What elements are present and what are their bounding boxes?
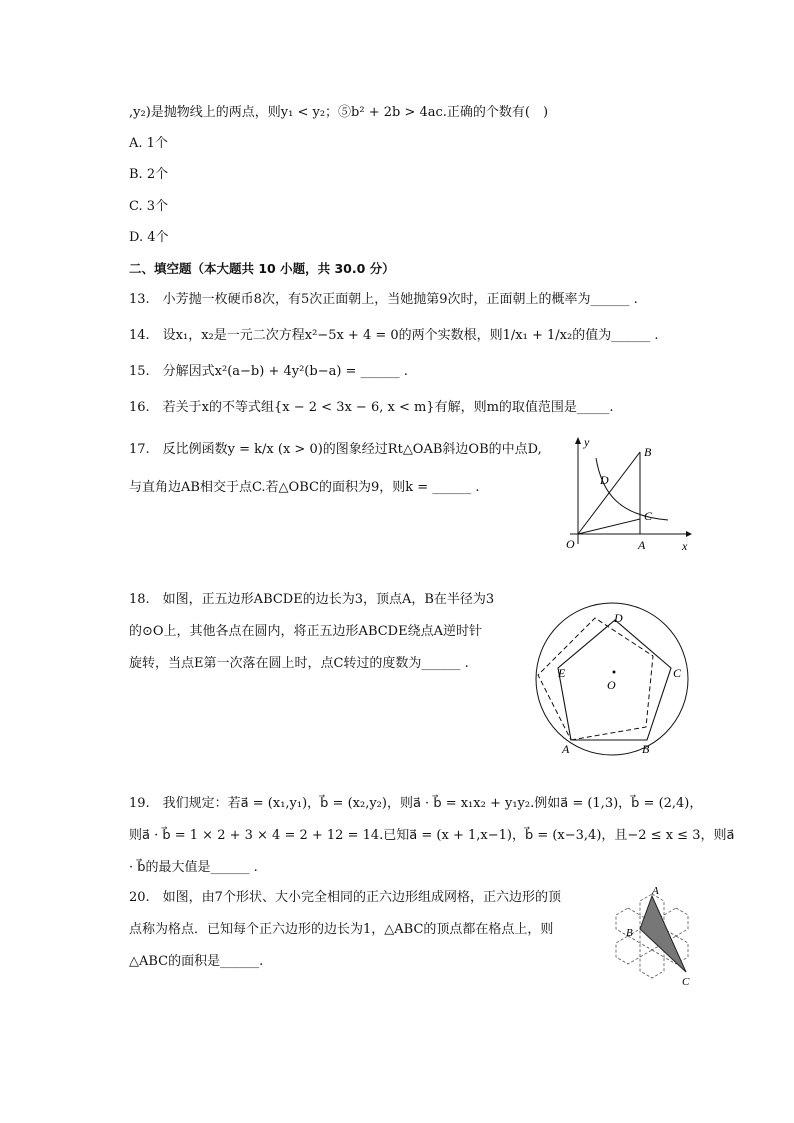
question-20-line2: 点称为格点．已知每个正六边形的边长为1，△ABC的顶点都在格点上，则 xyxy=(129,922,554,937)
option-a: A. 1个 xyxy=(129,136,168,151)
question-19-line2: 则a⃗ · b⃗ = 1 × 2 + 3 × 4 = 2 + 12 = 14.已知a⃗ = (x + 1,x−1)，b⃗ = (x−3,4)，且−2 ≤ x ≤ 3，则a⃗ xyxy=(129,828,735,843)
label-b: B xyxy=(642,742,650,756)
option-d: D. 4个 xyxy=(129,230,169,245)
hexagon xyxy=(616,936,640,964)
question-19-line1: 19. 我们规定：若a⃗ = (x₁,y₁)，b⃗ = (x₂,y₂)，则a⃗ · b⃗ = x₁x₂ + y₁y₂.例如a⃗ = (1,3)，b⃗ = (2,4)， xyxy=(129,796,703,811)
label-o: O xyxy=(566,537,575,551)
center-dot xyxy=(613,671,616,674)
label-y: y xyxy=(584,435,590,449)
question-14: 14. 设x₁，x₂是一元二次方程x²−5x + 4 = 0的两个实数根，则1/x₁ + 1/x₂的值为______ . xyxy=(129,328,659,343)
question-18-line1: 18. 如图，正五边形ABCDE的边长为3，顶点A，B在半径为3 xyxy=(129,592,495,607)
label-d: D xyxy=(600,473,609,487)
label-c: C xyxy=(644,509,653,523)
label-e: E xyxy=(558,666,566,680)
question-13: 13. 小芳抛一枚硬币8次，有5次正面朝上，当她抛第9次时，正面朝上的概率为______ . xyxy=(129,292,638,307)
figure-q17 xyxy=(558,432,698,562)
label-d: D xyxy=(614,611,623,625)
hyperbola-curve xyxy=(596,458,668,520)
question-18-line3: 旋转，当点E第一次落在圆上时，点C转过的度数为______ . xyxy=(129,656,469,671)
label-o: O xyxy=(607,678,616,692)
question-15: 15. 分解因式x²(a−b) + 4y²(b−a) = ______ . xyxy=(129,364,408,379)
q12-tail: ,y₂)是抛物线上的两点，则y₁ < y₂；⑤b² + 2b > 4ac.正确的个数有( ) xyxy=(129,105,549,120)
question-20-line3: △ABC的面积是______. xyxy=(129,954,264,969)
figure-q20 xyxy=(600,884,700,990)
x-axis-arrow xyxy=(686,531,692,537)
label-a: A xyxy=(652,885,659,897)
question-17-line1: 17. 反比例函数y = k/x (x > 0)的图象经过Rt△OAB斜边OB的中点D, xyxy=(129,442,542,457)
question-17-line2: 与直角边AB相交于点C.若△OBC的面积为9，则k = ______ . xyxy=(129,480,480,495)
label-x: x xyxy=(682,539,688,553)
option-b: B. 2个 xyxy=(129,167,169,182)
label-b: B xyxy=(626,927,633,939)
question-18-line2: 的⊙O上，其他各点在圆内，将正五边形ABCDE绕点A逆时针 xyxy=(129,624,482,639)
question-20-line1: 20. 如图，由7个形状、大小完全相同的正六边形组成网格，正六边形的顶 xyxy=(129,890,561,905)
option-c: C. 3个 xyxy=(129,199,169,214)
label-a: A xyxy=(638,538,646,552)
y-axis-arrow xyxy=(575,437,581,444)
label-c: C xyxy=(673,666,682,680)
figure-q18 xyxy=(530,600,700,760)
section-heading: 二、填空题（本大题共 10 小题，共 30.0 分） xyxy=(129,261,395,276)
label-c: C xyxy=(682,976,690,988)
triangle-abc xyxy=(640,896,686,972)
question-19-line3: · b⃗的最大值是______ . xyxy=(129,860,258,875)
hexagon xyxy=(640,950,664,978)
label-b: B xyxy=(644,445,652,459)
question-16: 16. 若关于x的不等式组{x − 2 < 3x − 6, x < m}有解，则m的取值范围是_____. xyxy=(129,400,614,415)
label-a: A xyxy=(562,742,570,756)
